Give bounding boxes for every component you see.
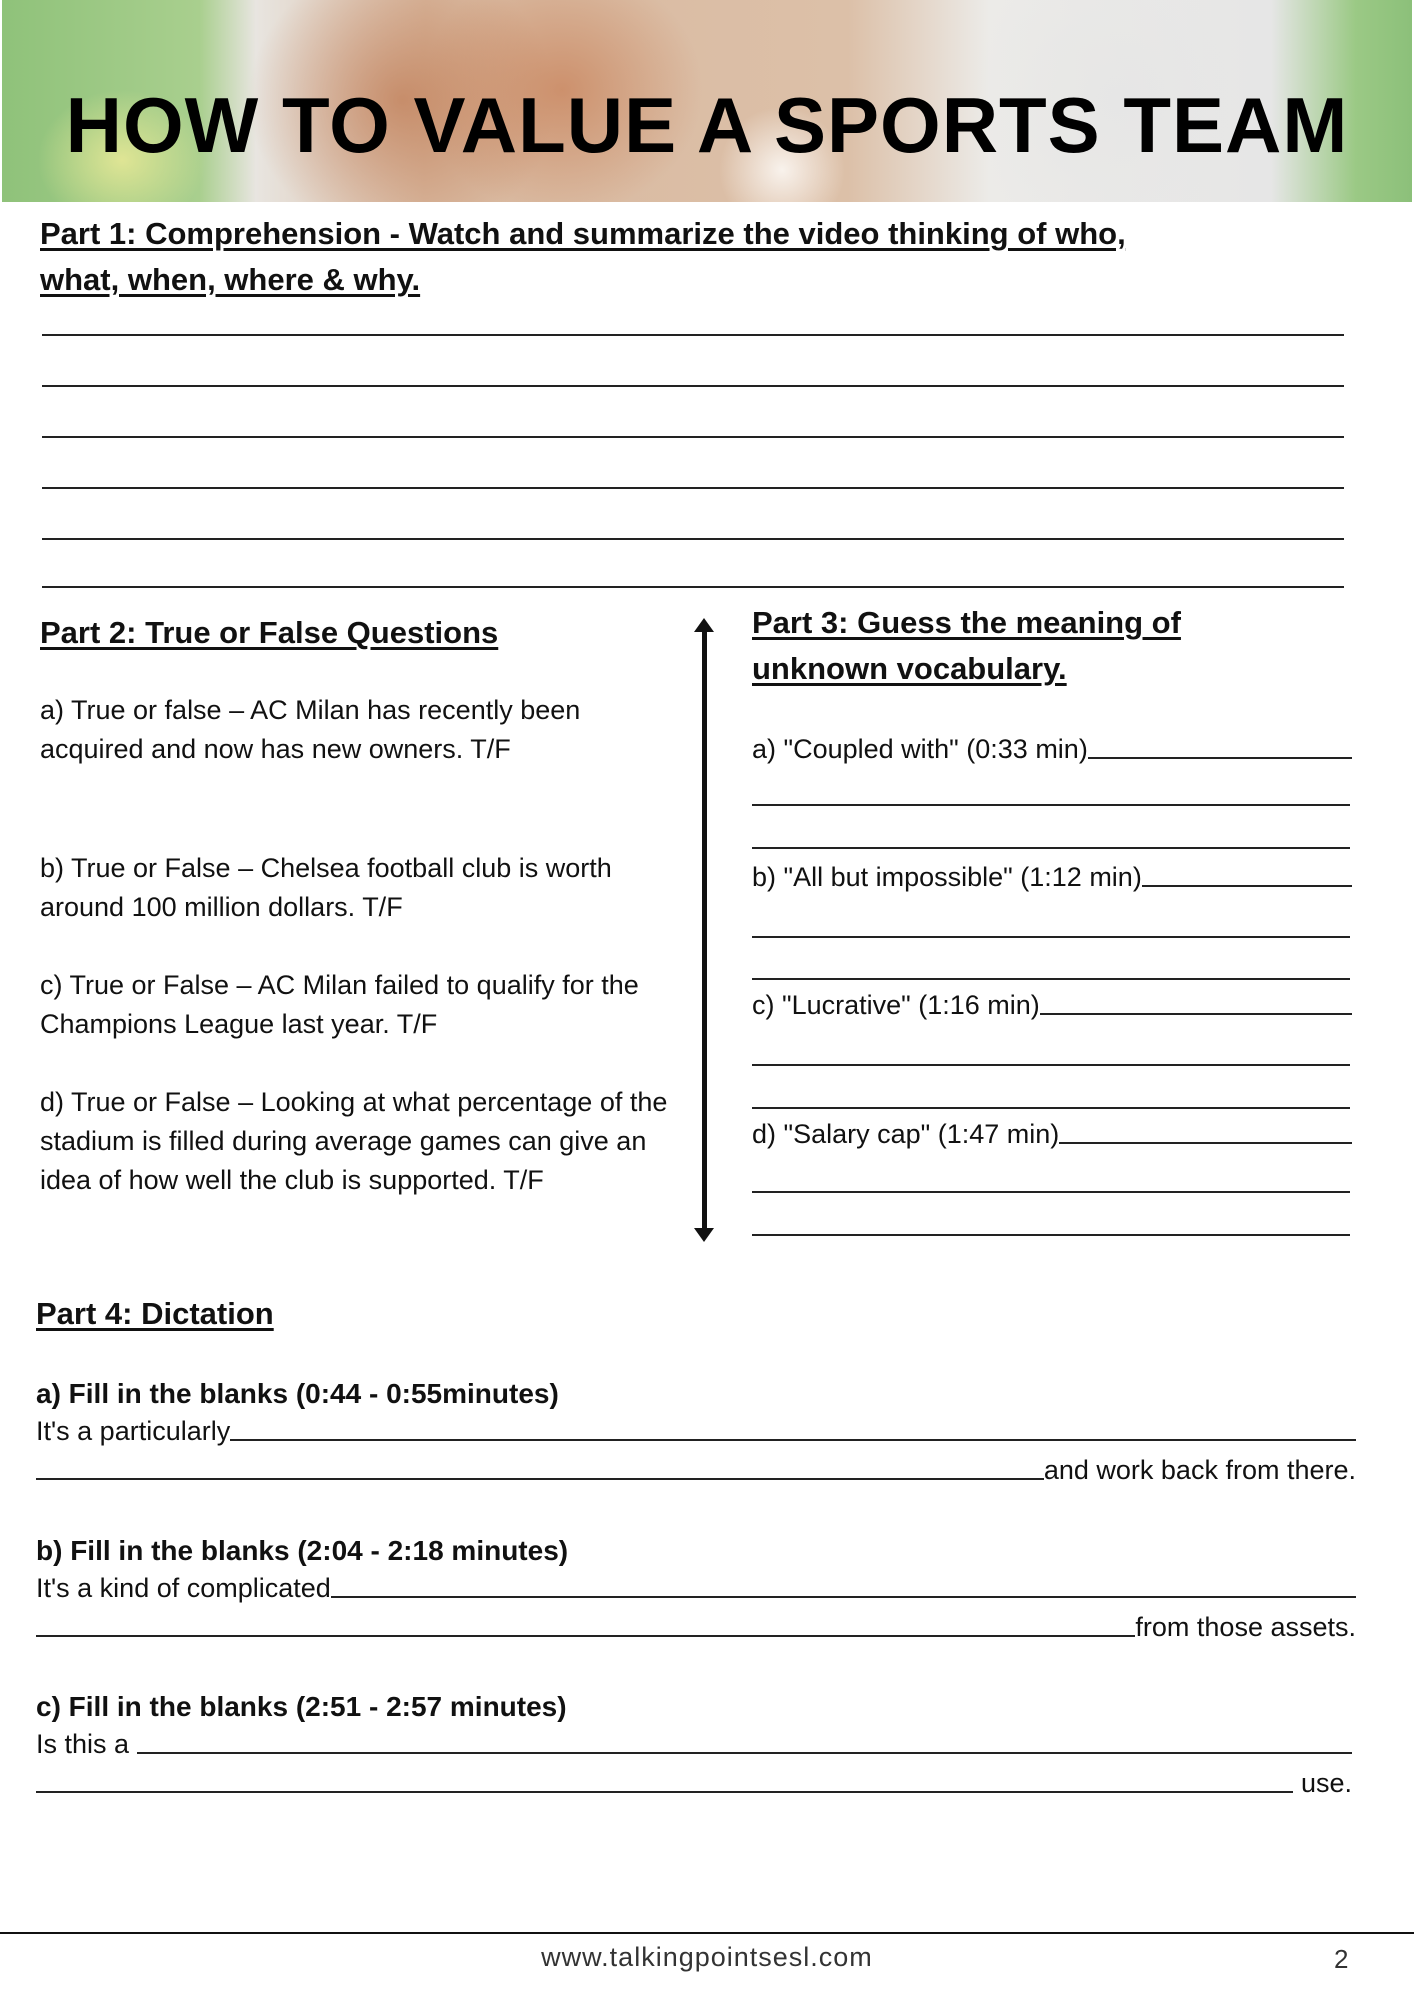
answer-line[interactable] [752,936,1350,938]
vocab-item-d [752,1119,1352,1150]
tf-question-a: a) True or false – AC Milan has recently been acquired and now has new owners. T/F [40,695,581,764]
page-number: 2 [1334,1944,1349,1974]
answer-line[interactable] [752,1107,1350,1109]
dictation-end-text: from those assets. [1135,1612,1356,1642]
dictation-c-line1 [36,1729,1352,1760]
answer-blank[interactable] [1088,757,1352,759]
header-banner [2,0,1412,202]
dictation-blank[interactable] [36,1478,1044,1480]
vocab-label: d) "Salary cap" (1:47 min) [752,1119,1060,1149]
dictation-blank[interactable] [36,1635,1135,1637]
vocab-label: c) "Lucrative" (1:16 min) [752,990,1040,1020]
divider-bottom-cap-icon [694,1228,714,1242]
tf-question-b: b) True or False – Chelsea football club is worth around 100 million dollars. T/F [40,853,612,922]
part4-heading: Part 4: Dictation [36,1296,274,1331]
answer-line[interactable] [42,385,1344,387]
footer-divider [0,1932,1414,1934]
answer-line[interactable] [42,487,1344,489]
dictation-a-line2 [36,1455,1356,1486]
part3-heading: Part 3: Guess the meaning of [752,605,1181,640]
answer-line[interactable] [752,1191,1350,1193]
dictation-c-line2 [36,1768,1352,1799]
dictation-blank[interactable] [331,1596,1356,1598]
dictation-a-title: a) Fill in the blanks (0:44 - 0:55minutes) [36,1378,559,1409]
answer-line[interactable] [42,436,1344,438]
column-divider [702,628,707,1232]
answer-line[interactable] [752,978,1350,980]
vocab-item-c [752,990,1352,1021]
part1-heading: Part 1: Comprehension - Watch and summarize the video thinking of who, [40,216,1126,251]
answer-blank[interactable] [1142,885,1352,887]
vocab-item-a [752,734,1352,765]
answer-line[interactable] [752,1234,1350,1236]
divider-top-cap-icon [694,618,714,632]
vocab-label: b) "All but impossible" (1:12 min) [752,862,1142,892]
vocab-label: a) "Coupled with" (0:33 min) [752,734,1088,764]
dictation-end-text: use. [1293,1768,1352,1798]
page-title: HOW TO VALUE A SPORTS TEAM [65,81,1349,169]
answer-line[interactable] [752,847,1350,849]
part1-heading-cont: what, when, where & why. [40,262,421,297]
answer-line[interactable] [42,538,1344,540]
dictation-start-text: It's a kind of complicated [36,1573,331,1603]
answer-line[interactable] [42,334,1344,336]
dictation-b-line2 [36,1612,1356,1643]
answer-line[interactable] [752,804,1350,806]
answer-line[interactable] [752,1064,1350,1066]
footer-url[interactable]: www.talkingpointsesl.com [541,1942,873,1972]
dictation-blank[interactable] [230,1439,1356,1441]
answer-blank[interactable] [1059,1142,1352,1144]
part2-heading: Part 2: True or False Questions [40,615,499,650]
dictation-b-line1 [36,1573,1356,1604]
answer-blank[interactable] [1040,1013,1352,1015]
dictation-a-line1 [36,1416,1356,1447]
answer-line[interactable] [42,586,1344,588]
dictation-b-title: b) Fill in the blanks (2:04 - 2:18 minutes) [36,1535,569,1566]
dictation-c-title: c) Fill in the blanks (2:51 - 2:57 minutes) [36,1691,567,1722]
dictation-start-text: Is this a [36,1729,137,1759]
tf-question-c: c) True or False – AC Milan failed to qualify for the Champions League last year. T/F [40,970,639,1039]
tf-question-d: d) True or False – Looking at what percentage of the stadium is filled during average games can give an idea of how well the club is supported. T/F [40,1087,668,1195]
part3-heading-cont: unknown vocabulary. [752,651,1067,686]
dictation-blank[interactable] [137,1752,1352,1754]
dictation-end-text: and work back from there. [1043,1455,1356,1485]
dictation-start-text: It's a particularly [36,1416,231,1446]
dictation-blank[interactable] [36,1791,1293,1793]
vocab-item-b [752,862,1352,893]
